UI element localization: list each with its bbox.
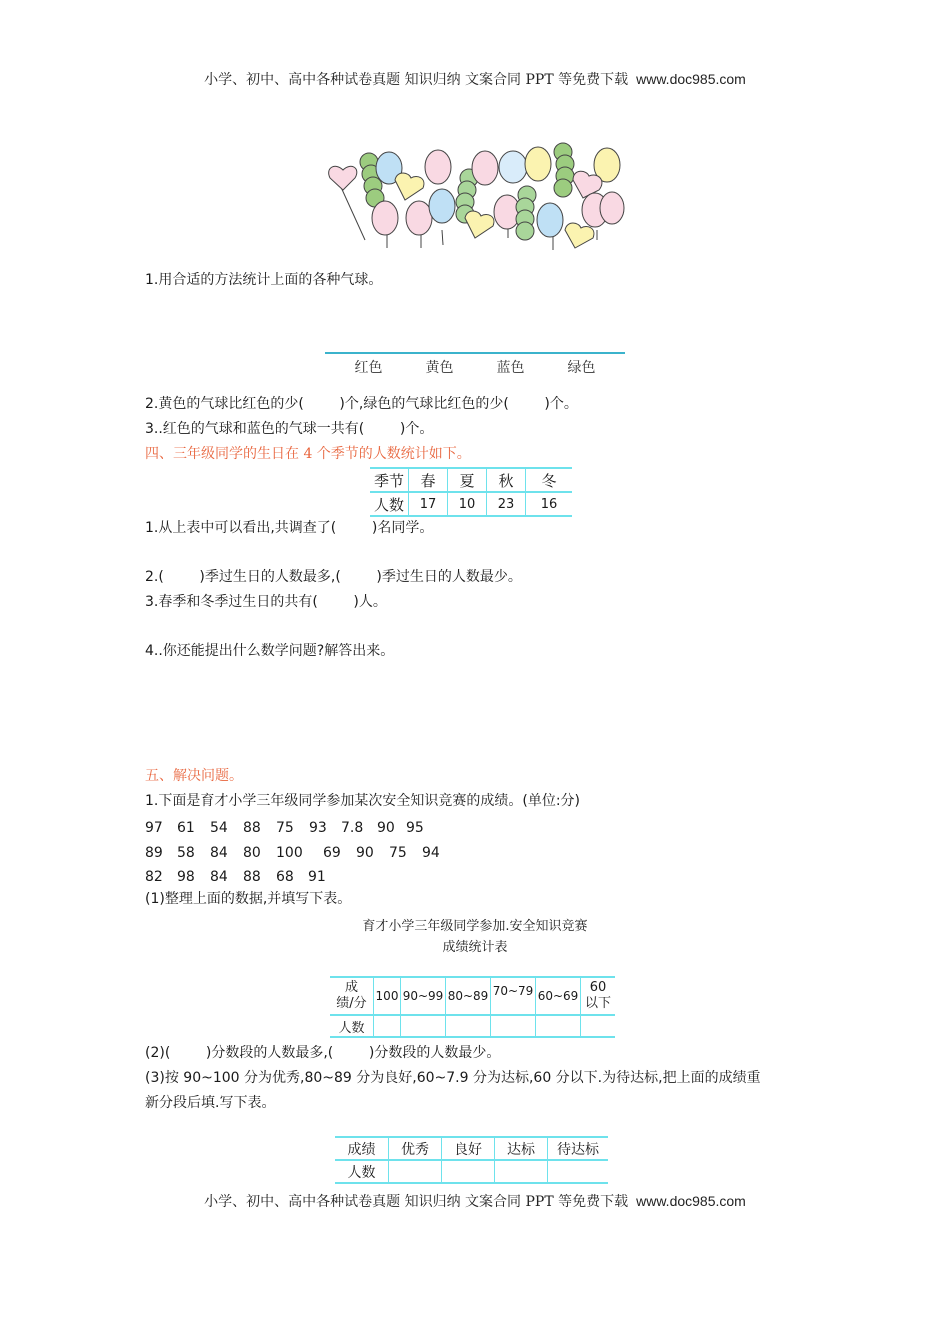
sub-question-fill-table: (1)整理上面的数据,并填写下表。: [145, 891, 352, 907]
section-five-title: 五、解决问题。: [145, 768, 243, 784]
table-row: [330, 977, 615, 1015]
question-most-least-season: 2.( )季过生日的人数最多,( )季过生日的人数最少。: [145, 569, 522, 585]
row-label-cell: 人数: [330, 1015, 374, 1037]
answer-cell[interactable]: [374, 1015, 401, 1037]
score-distribution-table: [330, 976, 615, 1038]
answer-cell[interactable]: [401, 1015, 446, 1037]
row-label-cell: 人数: [370, 492, 409, 516]
answer-cell[interactable]: [581, 1015, 616, 1037]
season-birthday-table: [370, 467, 572, 517]
sub-question-most-least-range: (2)( )分数段的人数最多,( )分数段的人数最少。: [145, 1045, 501, 1061]
sub-question-regroup-line2: 新分段后填.写下表。: [145, 1095, 276, 1111]
range-cell: 90~99: [401, 977, 446, 1015]
count-cell: 17: [409, 492, 448, 516]
header-text: 小学、初中、高中各种试卷真题 知识归纳 文案合同 PPT 等免费下载: [204, 72, 629, 88]
season-cell: 秋: [487, 468, 526, 492]
range-cell: 100: [374, 977, 401, 1015]
range-cell: 70~79: [491, 977, 536, 1015]
question-count-balloons: 1.用合适的方法统计上面的各种气球。: [145, 272, 383, 288]
header-cell: 成 绩/分: [330, 977, 374, 1015]
table-row: [370, 468, 572, 492]
table-row: [335, 1160, 608, 1183]
table-row: [330, 1015, 615, 1037]
table-row: [370, 492, 572, 516]
season-cell: 春: [409, 468, 448, 492]
scores-row: 89 58 84 80 100 69 90 75 94: [145, 844, 440, 861]
tally-label-green: 绿色: [567, 360, 596, 376]
answer-cell[interactable]: [389, 1160, 442, 1183]
score-table-title-line2: 成绩统计表: [442, 940, 508, 955]
page-footer: [0, 1191, 950, 1211]
question-total-students: 1.从上表中可以看出,共调查了( )名同学。: [145, 520, 434, 536]
answer-cell[interactable]: [442, 1160, 495, 1183]
tally-label-blue: 蓝色: [496, 360, 525, 376]
question-open-ended: 4..你还能提出什么数学问题?解答出来。: [145, 643, 395, 659]
grade-level-table: [335, 1136, 608, 1184]
section-four-title: 四、三年级同学的生日在 4 个季节的人数统计如下。: [145, 446, 471, 462]
tally-baseline: [325, 352, 625, 354]
balloons-illustration: [325, 140, 625, 250]
header-cell: 成绩: [335, 1137, 389, 1160]
grade-cell: 达标: [495, 1137, 548, 1160]
header-url: www.doc985.com: [636, 71, 746, 87]
answer-cell[interactable]: [446, 1015, 491, 1037]
count-cell: 16: [526, 492, 573, 516]
range-cell: 60 以下: [581, 977, 616, 1015]
count-cell: 10: [448, 492, 487, 516]
scores-row: 97 61 54 88 75 93 7.8 90 95: [145, 820, 424, 836]
table-row: [335, 1137, 608, 1160]
score-table-title-line1: 育才小学三年级同学参加.安全知识竞赛: [362, 919, 588, 934]
range-cell: 80~89: [446, 977, 491, 1015]
page-header: [0, 69, 950, 89]
question-spring-winter-total: 3.春季和冬季过生日的共有( )人。: [145, 594, 387, 610]
tally-label-red: 红色: [354, 360, 383, 376]
footer-text: 小学、初中、高中各种试卷真题 知识归纳 文案合同 PPT 等免费下载: [204, 1194, 629, 1210]
answer-cell[interactable]: [491, 1015, 536, 1037]
tally-labels: [325, 357, 625, 377]
season-cell: 冬: [526, 468, 573, 492]
footer-url: www.doc985.com: [636, 1193, 746, 1209]
answer-cell[interactable]: [548, 1160, 609, 1183]
scores-row: 82 98 84 88 68 91: [145, 869, 326, 885]
grade-cell: 待达标: [548, 1137, 609, 1160]
scores-list: [145, 816, 440, 890]
tally-label-yellow: 黄色: [425, 360, 454, 376]
range-cell: 60~69: [536, 977, 581, 1015]
question-yellow-green-diff: 2.黄色的气球比红色的少( )个,绿色的气球比红色的少( )个。: [145, 396, 578, 412]
season-cell: 夏: [448, 468, 487, 492]
grade-cell: 良好: [442, 1137, 495, 1160]
grade-cell: 优秀: [389, 1137, 442, 1160]
answer-cell[interactable]: [495, 1160, 548, 1183]
header-cell: 季节: [370, 468, 409, 492]
question-red-blue-total: 3..红色的气球和蓝色的气球一共有( )个。: [145, 421, 434, 437]
sub-question-regroup-line1: (3)按 90~100 分为优秀,80~89 分为良好,60~7.9 分为达标,60 分以下.为待达标,把上面的成绩重: [145, 1070, 761, 1086]
answer-cell[interactable]: [536, 1015, 581, 1037]
count-cell: 23: [487, 492, 526, 516]
question-competition-scores: 1.下面是育才小学三年级同学参加某次安全知识竞赛的成绩。(单位:分): [145, 793, 580, 809]
row-label-cell: 人数: [335, 1160, 389, 1183]
